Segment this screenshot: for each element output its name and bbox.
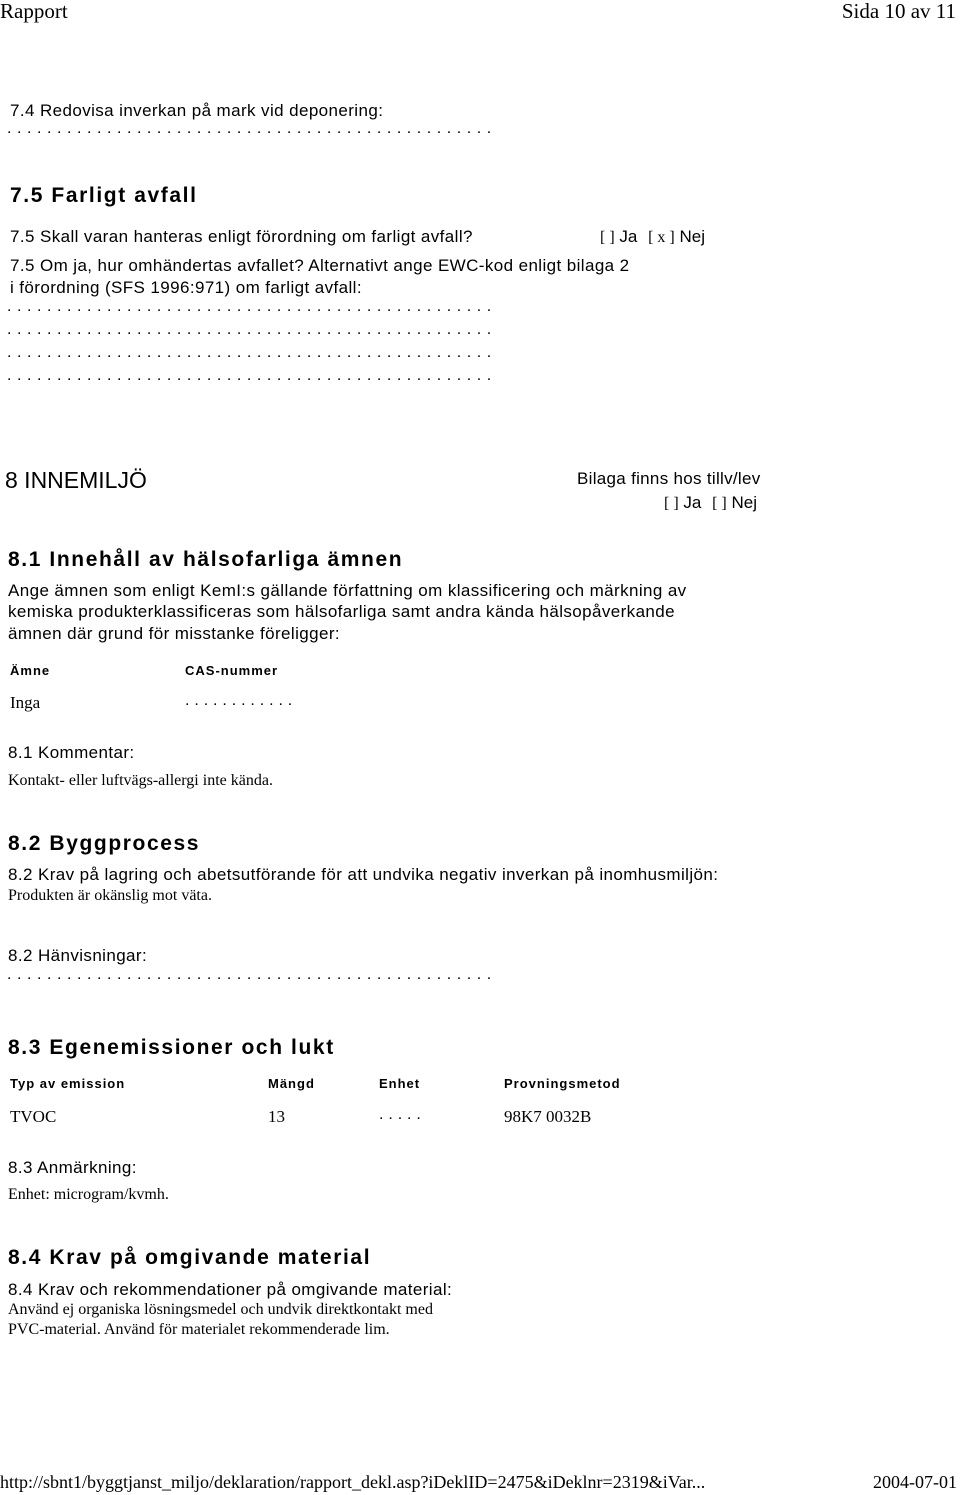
column-header-cas: CAS-nummer bbox=[185, 663, 279, 678]
cas-value: ............ bbox=[185, 692, 298, 709]
anmarkning-text: Enhet: microgram/kvmh. bbox=[8, 1186, 169, 1203]
dotted-line: ................................................. bbox=[7, 321, 497, 338]
dotted-line: ................................................. bbox=[7, 966, 497, 983]
section-8-2-heading: 8.2 Byggprocess bbox=[8, 832, 201, 855]
section-7-5-question: 7.5 Skall varan hanteras enligt förordning om farligt avfall? bbox=[10, 227, 473, 246]
section-8-3-heading: 8.3 Egenemissioner och lukt bbox=[8, 1036, 335, 1059]
emission-metod: 98K7 0032B bbox=[504, 1107, 592, 1126]
column-header-typ: Typ av emission bbox=[10, 1076, 126, 1091]
ja-checkbox: [ ] bbox=[664, 495, 679, 512]
section-8-4-text-line: Använd ej organiska lösningsmedel och undvik direktkontakt med bbox=[8, 1301, 433, 1318]
nej-checkbox: [ x ] bbox=[648, 229, 675, 246]
section-8-4-text-line: PVC-material. Använd för materialet rekommenderade lim. bbox=[8, 1321, 390, 1338]
section-8-1-text-line: ämnen där grund för misstanke föreligger: bbox=[8, 624, 341, 643]
ja-label: Ja bbox=[683, 493, 702, 512]
page-number: Sida 10 av 11 bbox=[841, 0, 956, 23]
nej-label: Nej bbox=[679, 227, 705, 246]
emission-mangd: 13 bbox=[268, 1107, 285, 1126]
nej-checkbox: [ ] bbox=[712, 495, 727, 512]
section-8-heading: 8 INNEMILJÖ bbox=[5, 467, 147, 493]
emission-typ: TVOC bbox=[10, 1107, 57, 1126]
bilaga-label: Bilaga finns hos tillv/lev bbox=[577, 469, 761, 488]
column-header-metod: Provningsmetod bbox=[504, 1076, 621, 1091]
kommentar-text: Kontakt- eller luftvägs-allergi inte kända. bbox=[8, 772, 273, 789]
bilaga-options bbox=[664, 493, 757, 513]
dotted-line: ................................................. bbox=[7, 344, 497, 361]
hanvisningar-label: 8.2 Hänvisningar: bbox=[8, 946, 148, 965]
section-8-4-label: 8.4 Krav och rekommendationer på omgivande material: bbox=[8, 1280, 453, 1299]
krav-text: Produkten är okänslig mot väta. bbox=[8, 887, 212, 904]
section-8-1-text-line: Ange ämnen som enligt KemI:s gällande författning om klassificering och märkning av bbox=[8, 581, 687, 600]
farligt-avfall-options bbox=[600, 227, 705, 247]
section-8-1-heading: 8.1 Innehåll av hälsofarliga ämnen bbox=[8, 548, 404, 571]
report-title: Rapport bbox=[0, 0, 68, 23]
section-8-1-text-line: kemiska produkterklassificeras som hälsofarliga samt andra kända hälsopåverkande bbox=[8, 602, 675, 621]
dotted-line: ................................................. bbox=[7, 120, 497, 137]
kommentar-label: 8.1 Kommentar: bbox=[8, 743, 135, 762]
section-7-5-heading: 7.5 Farligt avfall bbox=[10, 184, 198, 207]
footer-url: http://sbnt1/byggtjanst_miljo/deklaration/rapport_dekl.asp?iDeklID=2475&iDeklnr=2319&iVar... bbox=[0, 1472, 706, 1492]
section-7-4-label: 7.4 Redovisa inverkan på mark vid deponering: bbox=[10, 101, 384, 120]
column-header-enhet: Enhet bbox=[379, 1076, 421, 1091]
footer-date: 2004-07-01 bbox=[873, 1472, 957, 1492]
dotted-line: ................................................. bbox=[7, 298, 497, 315]
ja-checkbox: [ ] bbox=[600, 229, 615, 246]
section-7-5-line1: 7.5 Om ja, hur omhändertas avfallet? Alternativt ange EWC-kod enligt bilaga 2 bbox=[10, 256, 630, 275]
section-7-5-line2: i förordning (SFS 1996:971) om farligt avfall: bbox=[10, 278, 362, 297]
krav-label: 8.2 Krav på lagring och abetsutförande för att undvika negativ inverkan på inomhusmiljön: bbox=[8, 865, 719, 884]
anmarkning-label: 8.3 Anmärkning: bbox=[8, 1158, 137, 1177]
nej-label: Nej bbox=[731, 493, 757, 512]
column-header-amne: Ämne bbox=[10, 663, 51, 678]
section-8-4-heading: 8.4 Krav på omgivande material bbox=[8, 1246, 372, 1269]
amne-value: Inga bbox=[10, 693, 41, 712]
emission-enhet: ..... bbox=[379, 1106, 426, 1123]
dotted-line: ................................................. bbox=[7, 367, 497, 384]
column-header-mangd: Mängd bbox=[268, 1076, 315, 1091]
ja-label: Ja bbox=[619, 227, 638, 246]
